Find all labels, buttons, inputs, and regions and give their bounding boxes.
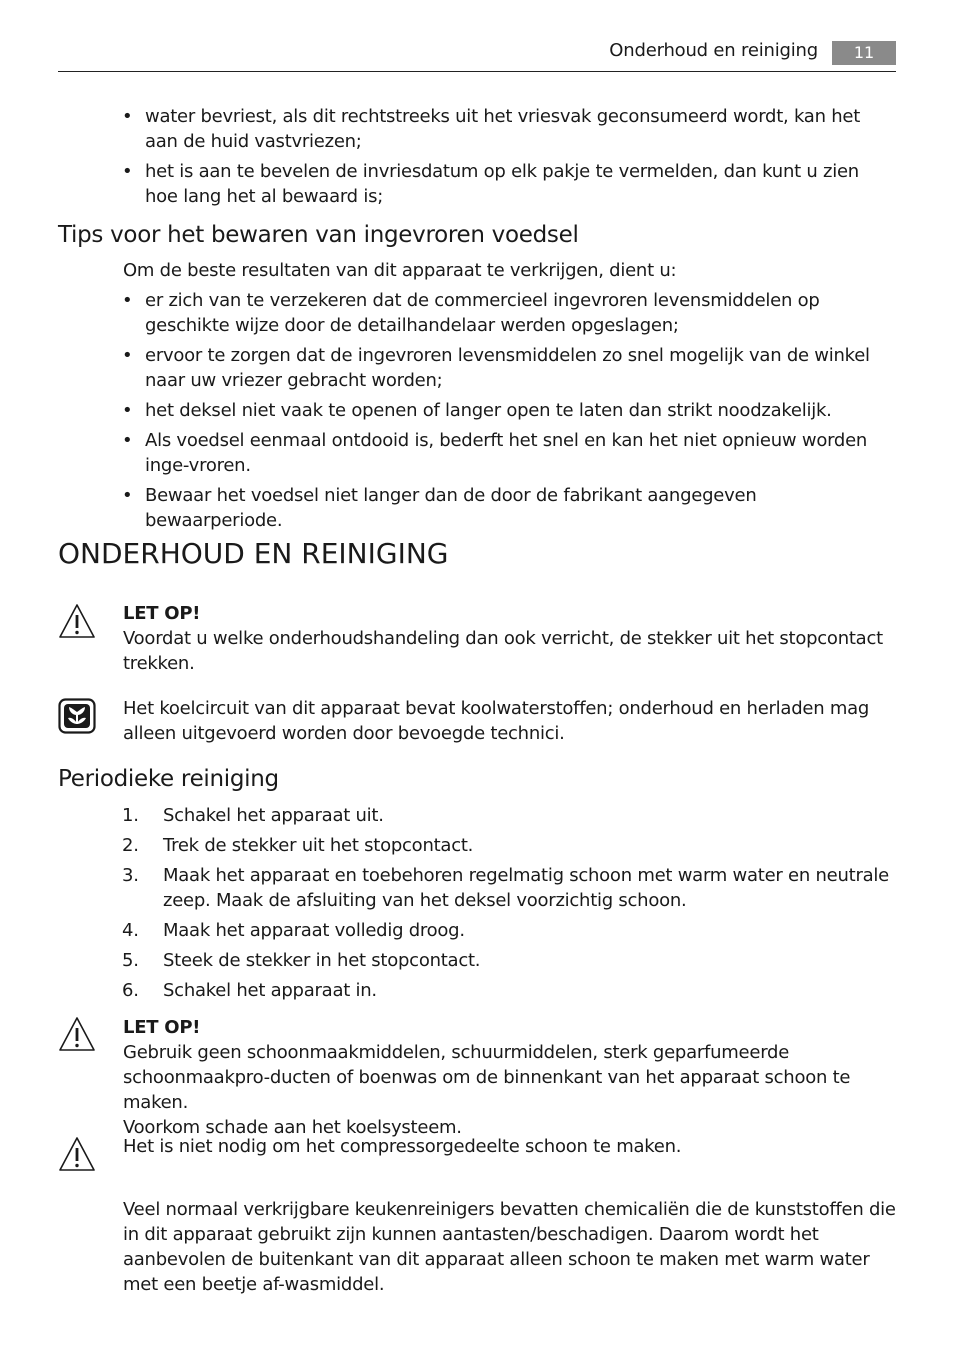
environment-note: Het koelcircuit van dit apparaat bevat koolwaterstoffen; onderhoud en herladen mag alleen uitgevoerd worden door bevoegde technici. [123, 698, 870, 744]
list-item [0, 948, 954, 973]
tips-bullet-list [0, 288, 954, 538]
running-section-title: Onderhoud en reiniging [609, 40, 818, 61]
tips-heading: Tips voor het bewaren van ingevroren voedsel [58, 222, 579, 248]
warning-triangle-icon [58, 1016, 96, 1052]
list-item: • het deksel niet vaak te openen of langer open te laten dan strikt noodzakelijk. [0, 398, 954, 423]
list-item: • water bevriest, als dit rechtstreeks uit het vriesvak geconsumeerd wordt, kan het aan de huid vastvriezen; [0, 104, 954, 154]
cleaning-heading: Periodieke reiniging [58, 766, 279, 792]
warning-text: Voorkom schade aan het koelsysteem. [123, 1117, 462, 1138]
list-item [0, 978, 954, 1003]
step-number: 3. [122, 865, 139, 886]
step-number: 1. [122, 805, 139, 826]
list-item [0, 833, 954, 858]
step-number: 2. [122, 835, 139, 856]
list-item [0, 863, 954, 913]
warning-text: Gebruik geen schoonmaakmiddelen, schuurmiddelen, sterk geparfumeerde schoonmaakpro-ducten of boenwas om de binnenkant van het apparaat schoon te maken. [123, 1042, 851, 1113]
list-item: • er zich van te verzekeren dat de commercieel ingevroren levensmiddelen op geschikte wijze door de detailhandelaar werden opgeslagen; [0, 288, 954, 338]
step-number: 4. [122, 920, 139, 941]
warning-title: LET OP! [123, 603, 201, 624]
list-item: • Bewaar het voedsel niet langer dan de door de fabrikant aangegeven bewaarperiode. [0, 483, 954, 533]
cleaning-steps-list [0, 803, 954, 1008]
intro-bullet-list [0, 104, 954, 214]
step-text: Schakel het apparaat in. [163, 980, 377, 1001]
step-number: 5. [122, 950, 139, 971]
warning-triangle-icon [58, 1136, 96, 1172]
page-number-badge: 11 [832, 41, 896, 65]
caution-note: Het is niet nodig om het compressorgedeelte schoon te maken. [123, 1136, 682, 1157]
list-item: • Als voedsel eenmaal ontdooid is, bederft het snel en kan het niet opnieuw worden inge-vroren. [0, 428, 954, 478]
warning-block-2 [123, 1015, 901, 1140]
warning-text: Voordat u welke onderhoudshandeling dan ook verricht, de stekker uit het stopcontact trekken. [123, 628, 883, 674]
step-text: Steek de stekker in het stopcontact. [163, 950, 481, 971]
warning-block-1 [123, 601, 901, 676]
list-item: • ervoor te zorgen dat de ingevroren levensmiddelen zo snel mogelijk van de winkel naar uw vriezer gebracht worden; [0, 343, 954, 393]
maintenance-heading: ONDERHOUD EN REINIGING [58, 537, 449, 570]
warning-title: LET OP! [123, 1017, 201, 1038]
closing-paragraph: Veel normaal verkrijgbare keukenreinigers bevatten chemicaliën die de kunststoffen die in dit apparaat gebruikt zijn kunnen aantasten/beschadigen. Daarom wordt het aanbevolen de buitenkant van dit apparaat alleen schoon te maken met warm water met een beetje af-wasmiddel. [123, 1199, 896, 1295]
warning-triangle-icon [58, 603, 96, 639]
tips-intro: Om de beste resultaten van dit apparaat te verkrijgen, dient u: [123, 260, 677, 281]
list-item [0, 918, 954, 943]
page-header [58, 36, 896, 72]
environment-flower-icon [58, 698, 96, 734]
step-text: Maak het apparaat en toebehoren regelmatig schoon met warm water en neutrale zeep. Maak de afsluiting van het deksel voorzichtig schoon. [163, 865, 889, 911]
step-text: Schakel het apparaat uit. [163, 805, 384, 826]
step-text: Maak het apparaat volledig droog. [163, 920, 465, 941]
step-number: 6. [122, 980, 139, 1001]
step-text: Trek de stekker uit het stopcontact. [163, 835, 474, 856]
list-item: • het is aan te bevelen de invriesdatum op elk pakje te vermelden, dan kunt u zien hoe lang het al bewaard is; [0, 159, 954, 209]
list-item [0, 803, 954, 828]
